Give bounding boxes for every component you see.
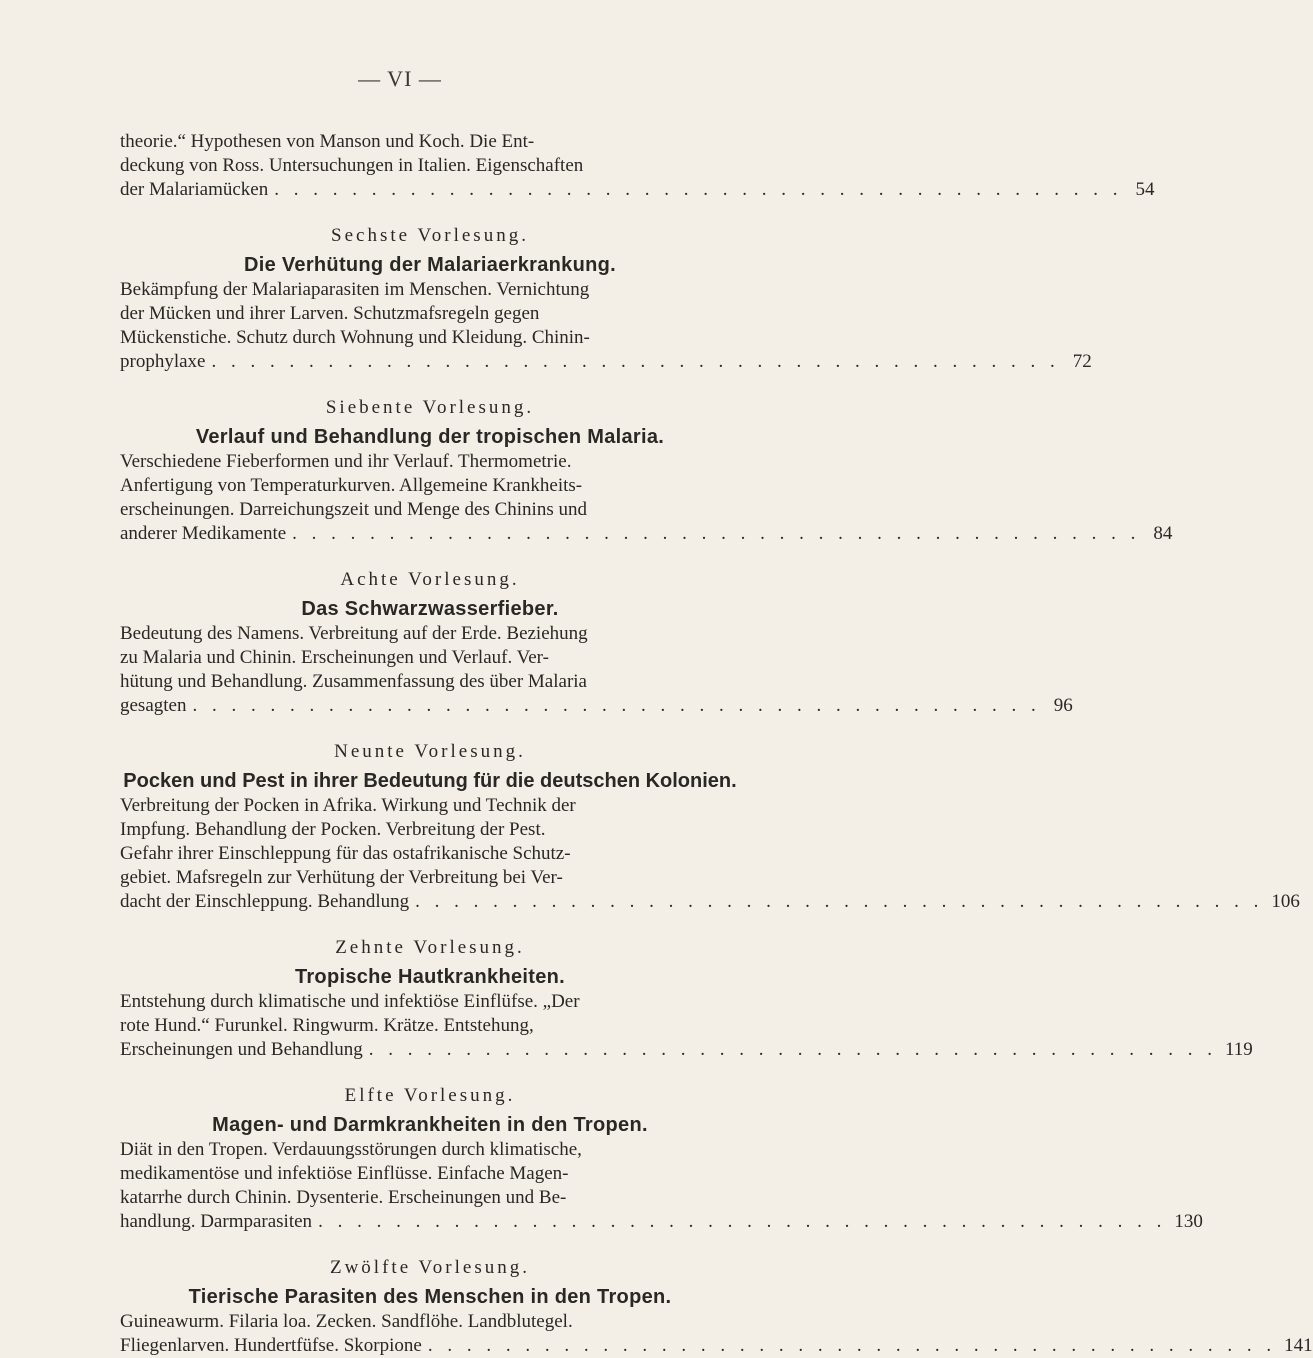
entry-line: gebiet. Mafsregeln zur Verhütung der Verbreitung bei Ver- — [120, 867, 563, 888]
entry-line: Bekämpfung der Malariaparasiten im Menschen. Vernichtung — [120, 279, 590, 300]
lecture-title: Das Schwarzwasserfieber. — [301, 598, 559, 620]
lecture-label: Elfte Vorlesung. — [344, 1085, 516, 1106]
lecture-label: Neunte Vorlesung. — [334, 741, 526, 762]
dot-leader: . . . . . . . . . . . . . . . . . . . . . . . . . . . . . . . . . . . . . . . . . . . . — [318, 1211, 1167, 1232]
entry-line: hütung und Behandlung. Zusammenfassung des über Malaria — [120, 671, 587, 692]
entry-line: Gefahr ihrer Einschleppung für das ostafrikanische Schutz- — [120, 843, 571, 864]
entry-line: erscheinungen. Darreichungszeit und Menge des Chinins und — [120, 499, 587, 520]
entry-line: Entstehung durch klimatische und infektiöse Einflüfse. „Der — [120, 991, 580, 1012]
entry-line: zu Malaria und Chinin. Erscheinungen und Verlauf. Ver- — [120, 647, 549, 668]
dot-leader: . . . . . . . . . . . . . . . . . . . . . . . . . . . . . . . . . . . . . . . . . . . . — [427, 1335, 1277, 1356]
lecture-label: Achte Vorlesung. — [340, 569, 520, 590]
entry-line: Anfertigung von Temperaturkurven. Allgemeine Krankheits- — [120, 475, 583, 496]
entry-line: Bedeutung des Namens. Verbreitung auf der Erde. Beziehung — [120, 623, 588, 644]
entry-line: Mückenstiche. Schutz durch Wohnung und Kleidung. Chinin- — [120, 327, 590, 348]
entry-line: katarrhe durch Chinin. Dysenterie. Erscheinungen und Be- — [120, 1187, 567, 1208]
lecture-title: Magen- und Darmkrankheiten in den Tropen. — [212, 1114, 648, 1136]
page-header: — VI — — [358, 66, 442, 91]
entry-last-line — [120, 178, 1155, 202]
dot-leader: . . . . . . . . . . . . . . . . . . . . . . . . . . . . . . . . . . . . . . . . . . . . — [274, 179, 1123, 200]
entry-text: Fliegenlarven. Hundertfüfse. Skorpione — [120, 1335, 422, 1356]
entry-text: der Malariamücken — [120, 179, 269, 200]
page-number: 130 — [1174, 1211, 1203, 1232]
entry-text: Erscheinungen und Behandlung — [120, 1039, 363, 1060]
lecture-label: Zwölfte Vorlesung. — [329, 1257, 530, 1278]
page-number: 84 — [1153, 523, 1173, 544]
entry-last-line — [120, 350, 1092, 374]
entry-line: der Mücken und ihrer Larven. Schutzmafsregeln gegen — [120, 303, 540, 324]
dot-leader: . . . . . . . . . . . . . . . . . . . . . . . . . . . . . . . . . . . . . . . . . . . . — [415, 891, 1264, 912]
toc-entry-lecture-11 — [120, 1084, 1203, 1234]
entry-line: theorie.“ Hypothesen von Manson und Koch. Die Ent- — [120, 131, 535, 152]
entry-line: medikamentöse und infektiöse Einflüsse. Einfache Magen- — [120, 1163, 569, 1184]
toc-entry-lecture-8 — [120, 568, 1073, 718]
entry-text: gesagten — [120, 695, 187, 716]
toc-entry-lecture-12 — [120, 1256, 1313, 1358]
lecture-title: Tierische Parasiten des Menschen in den Tropen. — [188, 1286, 672, 1308]
entry-last-line — [120, 522, 1173, 546]
page-number: 141 — [1284, 1335, 1313, 1356]
toc-entry-lecture-9 — [120, 740, 1300, 914]
page-number: 72 — [1072, 351, 1092, 372]
entry-last-line — [120, 1210, 1203, 1234]
entry-text: dacht der Einschleppung. Behandlung — [120, 891, 410, 912]
entry-line: Impfung. Behandlung der Pocken. Verbreitung der Pest. — [120, 819, 546, 840]
entry-last-line — [120, 1038, 1253, 1062]
entry-last-line — [120, 1334, 1313, 1358]
page-number: 119 — [1224, 1039, 1253, 1060]
toc-entry-lecture-7 — [120, 396, 1173, 546]
lecture-title: Verlauf und Behandlung der tropischen Malaria. — [195, 426, 665, 448]
entry-last-line — [120, 694, 1073, 718]
lecture-label: Zehnte Vorlesung. — [335, 937, 525, 958]
toc-entry-intro — [120, 130, 1155, 202]
lecture-title: Pocken und Pest in ihrer Bedeutung für die deutschen Kolonien. — [123, 770, 737, 792]
lecture-title: Die Verhütung der Malariaerkrankung. — [243, 254, 616, 276]
lecture-label: Sechste Vorlesung. — [331, 225, 529, 246]
entry-line: Guineawurm. Filaria loa. Zecken. Sandflöhe. Landblutegel. — [120, 1311, 573, 1332]
dot-leader: . . . . . . . . . . . . . . . . . . . . . . . . . . . . . . . . . . . . . . . . . . . . — [192, 695, 1041, 716]
dot-leader: . . . . . . . . . . . . . . . . . . . . . . . . . . . . . . . . . . . . . . . . . . . . — [211, 351, 1060, 372]
lecture-label: Siebente Vorlesung. — [325, 397, 535, 418]
toc-entry-lecture-10 — [120, 936, 1253, 1062]
page-number: 106 — [1271, 891, 1300, 912]
entry-text: anderer Medikamente — [120, 523, 287, 544]
page-number: 96 — [1053, 695, 1073, 716]
entry-line: rote Hund.“ Furunkel. Ringwurm. Krätze. Entstehung, — [120, 1015, 534, 1036]
page-number: 54 — [1135, 179, 1155, 200]
entry-text: handlung. Darmparasiten — [120, 1211, 313, 1232]
lecture-title: Tropische Hautkrankheiten. — [294, 966, 566, 988]
entry-text: prophylaxe — [120, 351, 206, 372]
entry-line: deckung von Ross. Untersuchungen in Italien. Eigenschaften — [120, 155, 584, 176]
entry-line: Verschiedene Fieberformen und ihr Verlauf. Thermometrie. — [120, 451, 572, 472]
entry-line: Verbreitung der Pocken in Afrika. Wirkung und Technik der — [120, 795, 576, 816]
dot-leader: . . . . . . . . . . . . . . . . . . . . . . . . . . . . . . . . . . . . . . . . . . . . — [292, 523, 1141, 544]
dot-leader: . . . . . . . . . . . . . . . . . . . . . . . . . . . . . . . . . . . . . . . . . . . . — [368, 1039, 1217, 1060]
entry-last-line — [120, 890, 1300, 914]
entry-line: Diät in den Tropen. Verdauungsstörungen durch klimatische, — [120, 1139, 582, 1160]
toc-entry-lecture-6 — [120, 224, 1092, 374]
table-of-contents — [120, 130, 1313, 1358]
